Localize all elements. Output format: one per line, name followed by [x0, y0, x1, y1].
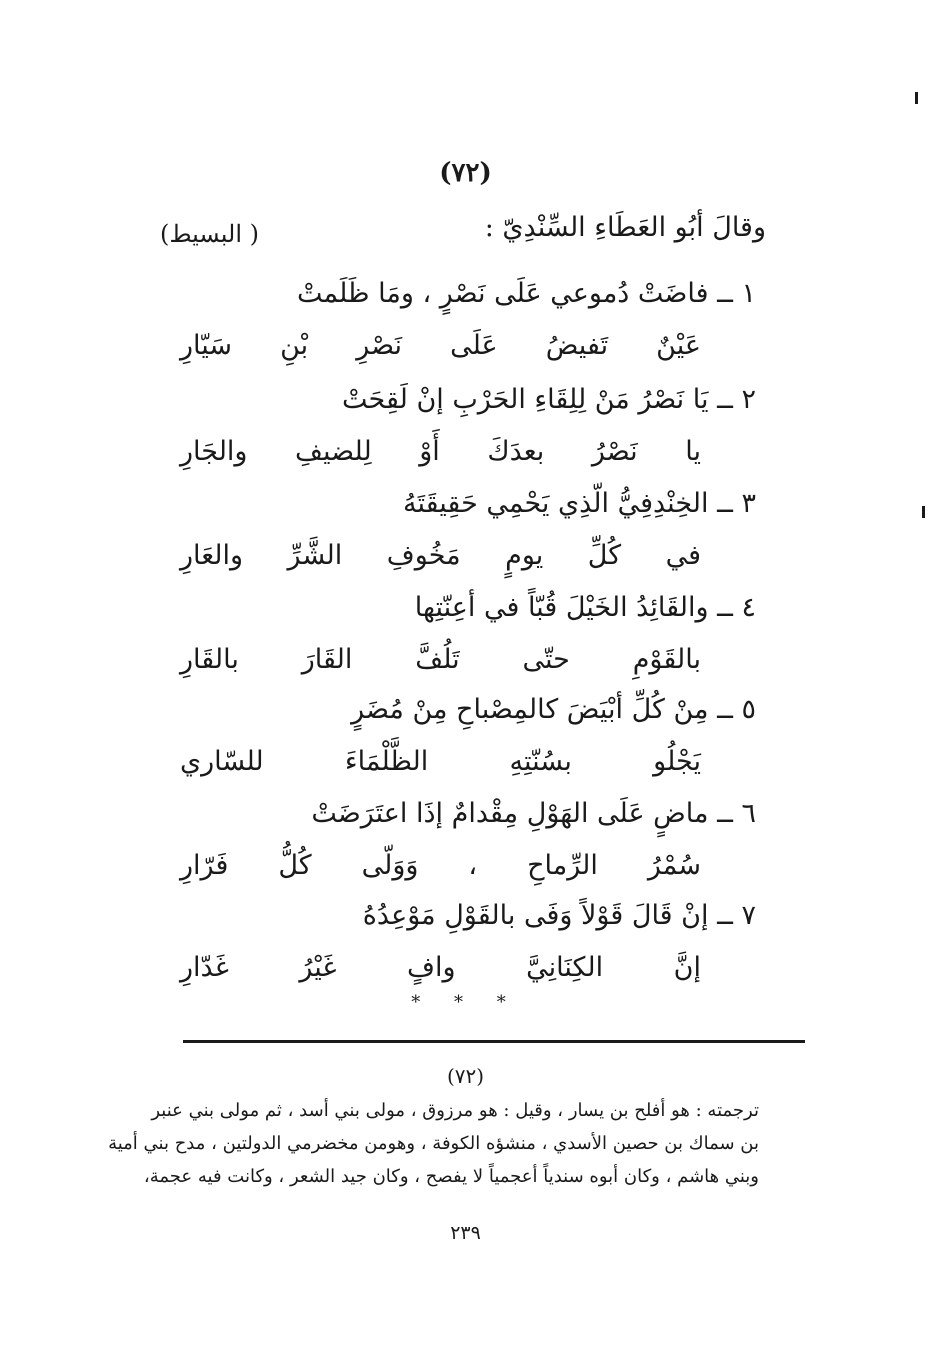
poem-number: (٧٢) — [439, 158, 492, 188]
verse-second-hemistich: في كُلِّ يومٍ مَخُوفِ الشَّرِّ والعَارِ — [180, 540, 701, 571]
verse — [180, 592, 756, 702]
footnote-line: بن سماك بن حصين الأسدي ، منشؤه الكوفة ، وهومن مخضرمي الدولتين ، مدح بني أمية — [108, 1133, 759, 1154]
poem-intro: وقالَ أبُو العَطَاءِ السِّنْدِيّ : — [484, 212, 766, 243]
footnote-line: وبني هاشم ، وكان أبوه سندياً أعجمياً لا يفصح ، وكان جيد الشعر ، وكانت فيه عجمة، — [143, 1166, 759, 1187]
margin-mark — [915, 92, 918, 104]
verse — [180, 278, 756, 388]
verse-second-hemistich: عَيْنٌ تَفيضُ عَلَى نَصْرِ بْنِ سَيّارِ — [180, 330, 701, 361]
page-number: ٢٣٩ — [450, 1222, 481, 1244]
verse-second-hemistich: إنَّ الكِنَانِيَّ وافٍ غَيْرُ غَدّارِ — [180, 952, 701, 983]
verse-first-hemistich: ٥ ــ مِنْ كُلِّ أبْيَضَ كالمِصْباحِ مِنْ مُضَرٍ — [351, 694, 756, 725]
verse-second-hemistich: بالقَوْمِ حتّى تَلُفَّ القَارَ بالقَارِ — [180, 644, 701, 675]
verse-second-hemistich: سُمْرُ الرِّماحِ ، وَوَلّى كُلُّ فَرّارِ — [180, 850, 701, 881]
section-separator: * * * — [411, 992, 520, 1013]
poem-meter: ( البسيط) — [160, 220, 260, 248]
verse — [180, 384, 756, 494]
verse-first-hemistich: ٧ ــ إنْ قَالَ قَوْلاً وَفَى بالقَوْلِ مَوْعِدُهُ — [362, 900, 756, 931]
verse-first-hemistich: ٦ ــ ماضٍ عَلَى الهَوْلِ مِقْدامٌ إذَا اعتَرَضَتْ — [311, 798, 756, 829]
verse-first-hemistich: ١ ــ فاضَتْ دُموعي عَلَى نَصْرٍ ، ومَا ظَلَمتْ — [297, 278, 756, 309]
footnote-body — [108, 1094, 759, 1193]
margin-mark — [922, 506, 925, 518]
footnote-rule — [183, 1040, 805, 1043]
verse-first-hemistich: ٤ ــ والقَائِدُ الخَيْلَ قُبّاً في أعِنّتِها — [414, 592, 756, 623]
verse — [180, 798, 756, 908]
verse — [180, 694, 756, 804]
footnote-number: (٧٢) — [446, 1064, 485, 1088]
verse-first-hemistich: ٣ ــ الخِنْدِفِيُّ الّذِي يَحْمِي حَقِيقَتَهُ — [402, 488, 756, 519]
verse-first-hemistich: ٢ ــ يَا نَصْرُ مَنْ لِلِقَاءِ الحَرْبِ إنْ لَقِحَتْ — [342, 384, 756, 415]
verse-second-hemistich: يَجْلُو بسُنّتِهِ الظَّلْمَاءَ للسّاري — [180, 746, 701, 777]
verse-second-hemistich: يا نَصْرُ بعدَكَ أَوْ لِلضيفِ والجَارِ — [180, 436, 701, 467]
footnote-line: ترجمته : هو أفلح بن يسار ، وقيل : هو مرزوق ، مولى بني أسد ، ثم مولى بني عنبر — [151, 1100, 759, 1121]
verse — [180, 488, 756, 598]
